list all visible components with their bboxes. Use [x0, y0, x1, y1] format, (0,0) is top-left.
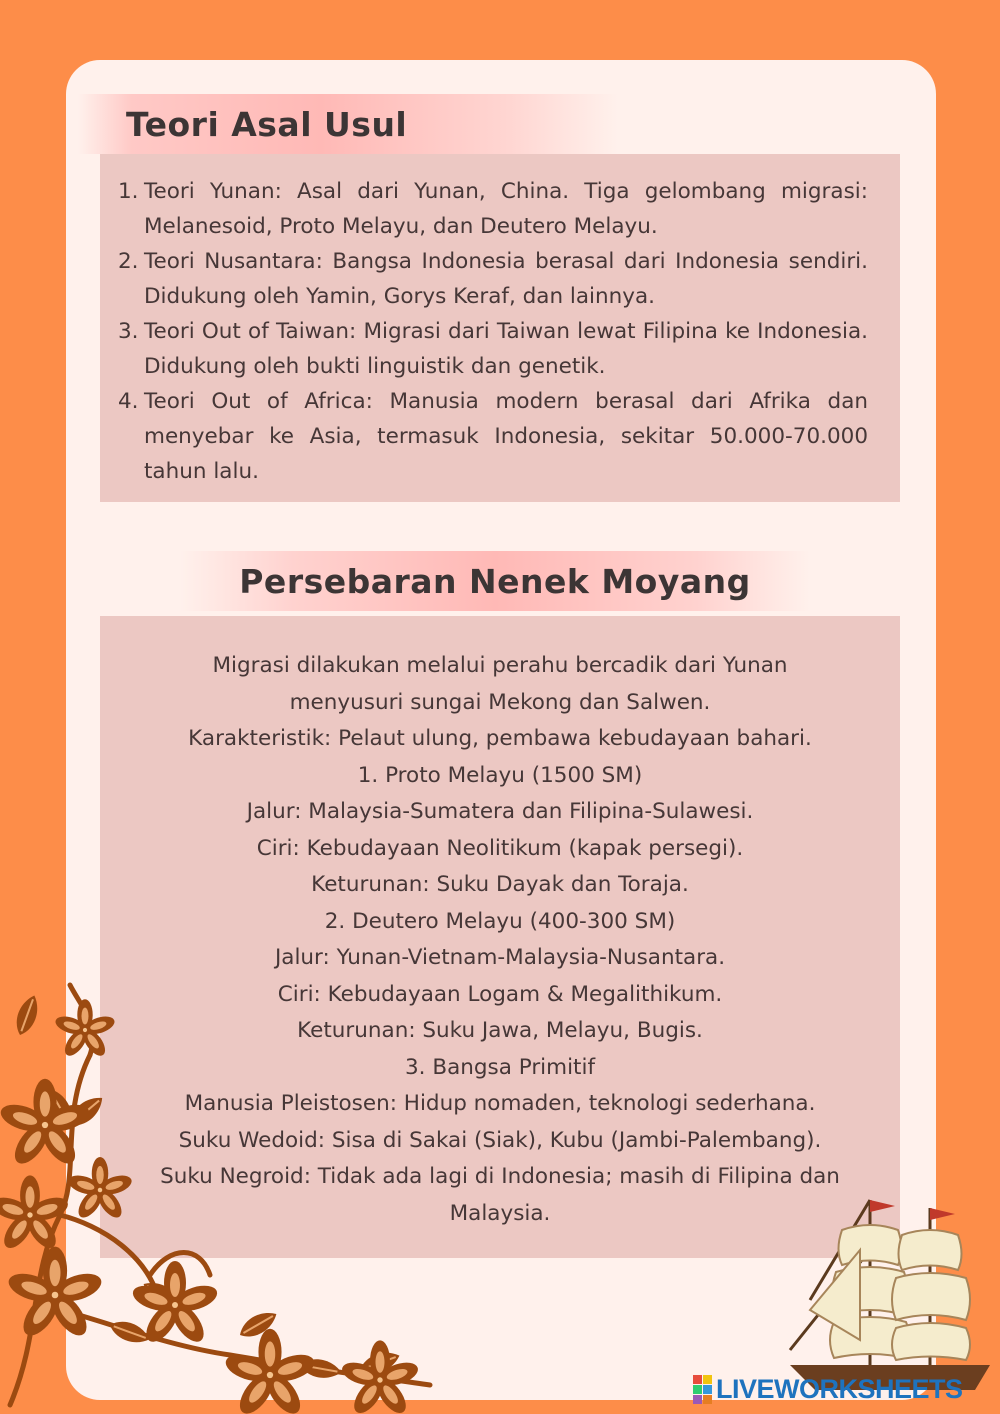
theory-text: Teori Out of Africa: Manusia modern berasal dari Afrika dan menyebar ke Asia, termasuk Indonesia, sekitar 50.000-70.000 tahun lalu.	[144, 389, 868, 484]
theory-number: 4.	[118, 389, 139, 414]
section2-heading-band	[180, 551, 810, 611]
theory-number: 3.	[118, 319, 139, 344]
theory-item	[118, 384, 868, 489]
spread-line: Jalur: Malaysia-Sumatera dan Filipina-Sulawesi.	[246, 799, 754, 824]
spread-line: Suku Negroid: Tidak ada lagi di Indonesia; masih di Filipina dan	[160, 1164, 840, 1189]
spread-line: 2. Deutero Melayu (400-300 SM)	[324, 908, 676, 934]
section2-title: Persebaran Nenek Moyang	[239, 561, 751, 601]
theory-item	[118, 174, 868, 244]
spread-line: 3. Bangsa Primitif	[404, 1054, 596, 1080]
theories-panel	[100, 154, 900, 502]
spread-line: Malaysia.	[449, 1200, 551, 1226]
section1-heading-band	[78, 94, 618, 154]
spread-line: Manusia Pleistosen: Hidup nomaden, teknologi sederhana.	[184, 1091, 816, 1116]
spread-line: menyusuri sungai Mekong dan Salwen.	[289, 689, 711, 715]
spread-line: Keturunan: Suku Dayak dan Toraja.	[311, 872, 689, 897]
theory-text: Teori Nusantara: Bangsa Indonesia berasal dari Indonesia sendiri. Didukung oleh Yamin, Gorys Keraf, dan lainnya.	[144, 249, 868, 309]
spread-line: Ciri: Kebudayaan Neolitikum (kapak persegi).	[256, 835, 744, 861]
spread-line: Migrasi dilakukan melalui perahu bercadik dari Yunan	[212, 653, 788, 678]
theories-list	[100, 154, 900, 489]
liveworksheets-watermark[interactable]	[693, 1374, 963, 1404]
spread-line: Jalur: Yunan-Vietnam-Malaysia-Nusantara.	[274, 945, 726, 970]
section1-title: Teori Asal Usul	[126, 104, 408, 144]
batik-flower-icon	[0, 975, 440, 1414]
sailing-ship-icon	[770, 1190, 1000, 1390]
spread-line: 1. Proto Melayu (1500 SM)	[357, 762, 643, 788]
watermark-text: LIVEWORKSHEETS	[716, 1373, 963, 1404]
spread-line: Keturunan: Suku Jawa, Melayu, Bugis.	[297, 1018, 703, 1043]
theory-text: Teori Out of Taiwan: Migrasi dari Taiwan lewat Filipina ke Indonesia. Didukung oleh bukti linguistik dan genetik.	[144, 319, 868, 379]
theory-item	[118, 314, 868, 384]
theory-number: 1.	[118, 179, 139, 204]
spread-line: Ciri: Kebudayaan Logam & Megalithikum.	[277, 981, 723, 1007]
theory-item	[118, 244, 868, 314]
theory-number: 2.	[118, 249, 139, 274]
theory-text: Teori Yunan: Asal dari Yunan, China. Tiga gelombang migrasi: Melanesoid, Proto Melayu, dan Deutero Melayu.	[144, 179, 868, 239]
spread-line: Suku Wedoid: Sisa di Sakai (Siak), Kubu (Jambi-Palembang).	[178, 1127, 822, 1153]
spread-line: Karakteristik: Pelaut ulung, pembawa kebudayaan bahari.	[188, 726, 812, 751]
liveworksheets-logo-icon	[693, 1375, 712, 1404]
